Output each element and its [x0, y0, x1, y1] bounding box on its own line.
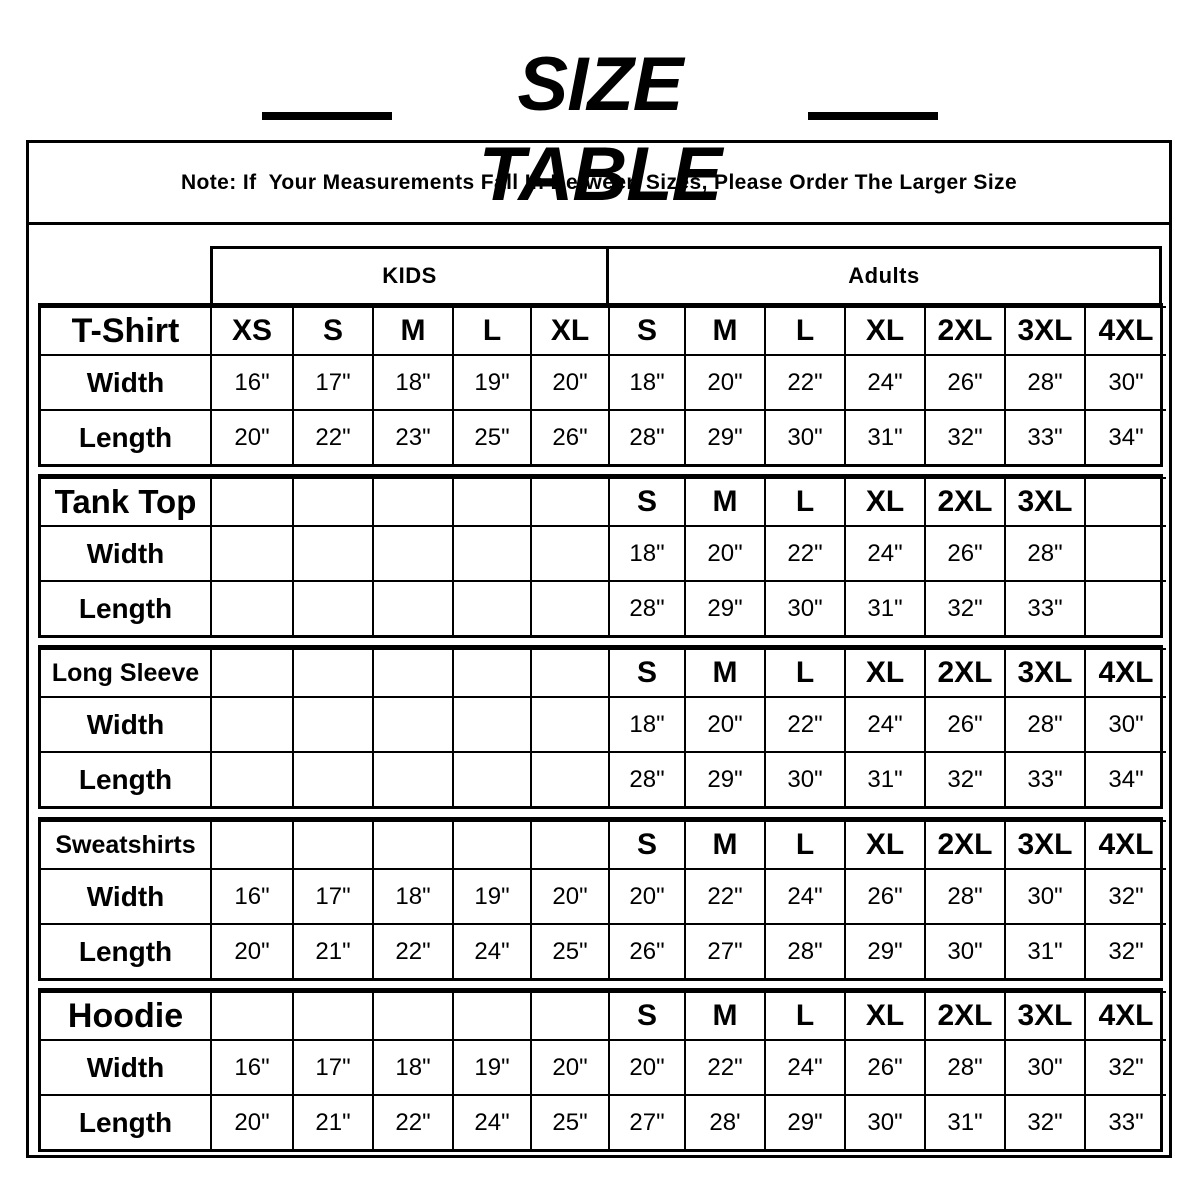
group-adults-header: Adults	[848, 263, 920, 288]
size-label	[373, 478, 453, 526]
measure-value: 22"	[373, 924, 453, 978]
measure-value: 34"	[1085, 752, 1166, 806]
size-label	[293, 649, 373, 697]
measure-value: 17"	[293, 355, 373, 410]
size-label: 3XL	[1005, 478, 1085, 526]
measure-value: 28"	[765, 924, 845, 978]
measure-value: 18"	[373, 869, 453, 924]
size-label	[293, 992, 373, 1040]
size-label	[453, 649, 531, 697]
measure-row-width	[41, 1040, 1166, 1095]
measure-row-length	[41, 581, 1166, 635]
measure-value: 18"	[373, 355, 453, 410]
measure-value	[373, 526, 453, 581]
measure-label: Width	[41, 697, 211, 752]
measure-value: 30"	[925, 924, 1005, 978]
title-underline-left	[262, 112, 392, 120]
size-label: M	[685, 649, 765, 697]
size-label	[373, 821, 453, 869]
size-label: S	[609, 649, 685, 697]
size-label: M	[685, 821, 765, 869]
size-table	[41, 477, 1166, 635]
size-label: XL	[845, 992, 925, 1040]
measure-value: 16"	[211, 1040, 293, 1095]
size-label: S	[609, 992, 685, 1040]
measure-value: 31"	[845, 752, 925, 806]
size-label: 3XL	[1005, 649, 1085, 697]
measure-value	[531, 752, 609, 806]
size-label: L	[765, 478, 845, 526]
size-label: L	[765, 821, 845, 869]
measure-value: 28"	[1005, 697, 1085, 752]
product-block-hoodie	[38, 988, 1163, 1152]
measure-value: 32"	[925, 752, 1005, 806]
measure-value: 26"	[531, 410, 609, 464]
measure-value	[293, 752, 373, 806]
measure-value: 20"	[531, 1040, 609, 1095]
measure-value: 30"	[845, 1095, 925, 1149]
measure-value: 29"	[685, 410, 765, 464]
size-label: 4XL	[1085, 307, 1166, 355]
measure-value: 25"	[531, 924, 609, 978]
measure-value: 30"	[765, 410, 845, 464]
size-label: 4XL	[1085, 992, 1166, 1040]
size-label: 2XL	[925, 307, 1005, 355]
group-kids-header: KIDS	[213, 249, 609, 303]
measure-row-length	[41, 410, 1166, 464]
measure-value: 22"	[685, 1040, 765, 1095]
measure-value	[531, 581, 609, 635]
measure-value: 29"	[765, 1095, 845, 1149]
measure-value: 19"	[453, 1040, 531, 1095]
size-label: 3XL	[1005, 992, 1085, 1040]
measure-value: 20"	[211, 924, 293, 978]
measure-label: Width	[41, 355, 211, 410]
measure-label: Length	[41, 924, 211, 978]
measure-value: 29"	[685, 752, 765, 806]
measure-value: 20"	[531, 355, 609, 410]
measure-value: 33"	[1005, 581, 1085, 635]
measure-value: 20"	[211, 1095, 293, 1149]
measure-value	[453, 697, 531, 752]
page-title: SIZE TABLE	[478, 42, 722, 217]
product-block-tank-top	[38, 474, 1163, 638]
size-label: 2XL	[925, 992, 1005, 1040]
measure-label: Width	[41, 869, 211, 924]
size-label: XL	[845, 478, 925, 526]
product-name: Long Sleeve	[41, 649, 211, 697]
size-table	[41, 991, 1166, 1149]
measure-row-width	[41, 869, 1166, 924]
size-label	[531, 992, 609, 1040]
measure-value: 23"	[373, 410, 453, 464]
measure-value: 32"	[925, 581, 1005, 635]
measure-value: 18"	[609, 526, 685, 581]
measure-value: 20"	[685, 355, 765, 410]
measure-value: 27"	[685, 924, 765, 978]
measure-value: 22"	[373, 1095, 453, 1149]
measure-value: 24"	[765, 869, 845, 924]
measure-value: 20"	[609, 1040, 685, 1095]
measure-value: 18"	[609, 355, 685, 410]
measure-value: 25"	[453, 410, 531, 464]
size-label	[373, 992, 453, 1040]
size-table	[41, 306, 1166, 464]
measure-row-length	[41, 752, 1166, 806]
product-name: Hoodie	[41, 992, 211, 1040]
measure-row-width	[41, 526, 1166, 581]
measure-value: 26"	[609, 924, 685, 978]
measure-value	[531, 697, 609, 752]
size-label: 2XL	[925, 821, 1005, 869]
measure-value: 18"	[609, 697, 685, 752]
measure-value: 32"	[925, 410, 1005, 464]
measure-value: 33"	[1085, 1095, 1166, 1149]
size-label: M	[685, 478, 765, 526]
measure-value	[1085, 526, 1166, 581]
measure-value: 28"	[925, 869, 1005, 924]
measure-value: 21"	[293, 1095, 373, 1149]
size-label	[293, 821, 373, 869]
measure-value: 22"	[765, 355, 845, 410]
product-name: Tank Top	[41, 478, 211, 526]
measure-value: 20"	[609, 869, 685, 924]
measure-value: 33"	[1005, 752, 1085, 806]
measure-value	[1085, 581, 1166, 635]
measure-value	[293, 697, 373, 752]
size-label: L	[765, 992, 845, 1040]
measure-value: 16"	[211, 355, 293, 410]
size-label: M	[685, 992, 765, 1040]
measure-value: 24"	[453, 924, 531, 978]
size-label: 3XL	[1005, 821, 1085, 869]
measure-value: 26"	[845, 1040, 925, 1095]
measure-value: 31"	[845, 410, 925, 464]
measure-row-width	[41, 697, 1166, 752]
measure-value: 33"	[1005, 410, 1085, 464]
title-underline-right	[808, 112, 938, 120]
size-header-row	[41, 992, 1166, 1040]
measure-value: 19"	[453, 355, 531, 410]
size-label	[531, 649, 609, 697]
size-label	[211, 478, 293, 526]
size-label	[453, 478, 531, 526]
measure-value: 28"	[609, 581, 685, 635]
size-label: M	[685, 307, 765, 355]
product-block-sweatshirts	[38, 817, 1163, 981]
size-label	[211, 649, 293, 697]
product-name: Sweatshirts	[41, 821, 211, 869]
measure-value: 24"	[845, 355, 925, 410]
size-label	[453, 821, 531, 869]
size-header-row	[41, 307, 1166, 355]
measure-value: 16"	[211, 869, 293, 924]
size-label: XL	[845, 821, 925, 869]
measure-label: Length	[41, 581, 211, 635]
measure-value	[211, 697, 293, 752]
measure-value: 28'	[685, 1095, 765, 1149]
size-label: L	[453, 307, 531, 355]
size-table	[41, 648, 1166, 806]
measure-value: 26"	[845, 869, 925, 924]
measure-value: 30"	[1005, 869, 1085, 924]
measure-value: 25"	[531, 1095, 609, 1149]
measure-value: 28"	[609, 752, 685, 806]
measure-label: Length	[41, 1095, 211, 1149]
measure-value: 24"	[845, 526, 925, 581]
measure-value: 29"	[685, 581, 765, 635]
size-label	[453, 992, 531, 1040]
measure-value	[373, 752, 453, 806]
measure-row-length	[41, 1095, 1166, 1149]
size-label: 2XL	[925, 478, 1005, 526]
measure-label: Length	[41, 410, 211, 464]
measure-value: 26"	[925, 526, 1005, 581]
measure-value: 18"	[373, 1040, 453, 1095]
measure-value: 30"	[1085, 355, 1166, 410]
size-label: XL	[531, 307, 609, 355]
size-label: S	[609, 821, 685, 869]
measure-value: 30"	[765, 752, 845, 806]
measure-value	[531, 526, 609, 581]
size-label: 4XL	[1085, 821, 1166, 869]
measure-value: 28"	[925, 1040, 1005, 1095]
measure-value: 26"	[925, 697, 1005, 752]
measure-value	[211, 752, 293, 806]
group-header	[210, 246, 1162, 303]
measure-label: Length	[41, 752, 211, 806]
size-label: S	[293, 307, 373, 355]
size-table	[41, 820, 1166, 978]
measure-value: 20"	[685, 526, 765, 581]
measure-value	[453, 752, 531, 806]
measure-value: 32"	[1085, 1040, 1166, 1095]
product-block-t-shirt	[38, 303, 1163, 467]
measure-value	[211, 581, 293, 635]
size-label	[1085, 478, 1166, 526]
measure-value: 20"	[531, 869, 609, 924]
measure-value	[453, 526, 531, 581]
size-label	[211, 821, 293, 869]
size-label: XL	[845, 649, 925, 697]
measure-value: 19"	[453, 869, 531, 924]
size-label	[373, 649, 453, 697]
measure-value: 32"	[1085, 869, 1166, 924]
size-label: L	[765, 307, 845, 355]
measure-value: 24"	[845, 697, 925, 752]
measure-value: 22"	[765, 697, 845, 752]
measure-row-length	[41, 924, 1166, 978]
measure-value	[373, 697, 453, 752]
size-label	[531, 821, 609, 869]
measure-value: 31"	[1005, 924, 1085, 978]
size-note: Note: If Your Measurements Fall In Between Sizes, Please Order The Larger Size	[29, 143, 1169, 225]
size-label: 2XL	[925, 649, 1005, 697]
measure-value: 32"	[1085, 924, 1166, 978]
measure-value	[373, 581, 453, 635]
measure-value: 29"	[845, 924, 925, 978]
product-name: T-Shirt	[41, 307, 211, 355]
measure-row-width	[41, 355, 1166, 410]
measure-value	[293, 526, 373, 581]
size-label	[531, 478, 609, 526]
measure-value: 28"	[1005, 355, 1085, 410]
measure-value: 20"	[685, 697, 765, 752]
measure-value: 22"	[765, 526, 845, 581]
measure-value	[293, 581, 373, 635]
measure-value: 34"	[1085, 410, 1166, 464]
measure-value: 20"	[211, 410, 293, 464]
measure-value: 17"	[293, 1040, 373, 1095]
measure-label: Width	[41, 526, 211, 581]
measure-value: 31"	[845, 581, 925, 635]
measure-value: 26"	[925, 355, 1005, 410]
size-header-row	[41, 821, 1166, 869]
measure-label: Width	[41, 1040, 211, 1095]
measure-value: 28"	[1005, 526, 1085, 581]
measure-value: 30"	[1005, 1040, 1085, 1095]
measure-value	[453, 581, 531, 635]
size-header-row	[41, 649, 1166, 697]
measure-value: 21"	[293, 924, 373, 978]
measure-value: 30"	[1085, 697, 1166, 752]
measure-value: 31"	[925, 1095, 1005, 1149]
size-label: S	[609, 478, 685, 526]
size-label: XS	[211, 307, 293, 355]
measure-value: 22"	[685, 869, 765, 924]
size-header-row	[41, 478, 1166, 526]
measure-value: 17"	[293, 869, 373, 924]
measure-value: 24"	[453, 1095, 531, 1149]
size-label: L	[765, 649, 845, 697]
measure-value: 30"	[765, 581, 845, 635]
size-label	[293, 478, 373, 526]
measure-value: 22"	[293, 410, 373, 464]
size-label	[211, 992, 293, 1040]
size-label: XL	[845, 307, 925, 355]
measure-value: 32"	[1005, 1095, 1085, 1149]
measure-value: 24"	[765, 1040, 845, 1095]
size-label: M	[373, 307, 453, 355]
size-label: 4XL	[1085, 649, 1166, 697]
product-block-long-sleeve	[38, 645, 1163, 809]
size-label: 3XL	[1005, 307, 1085, 355]
measure-value	[211, 526, 293, 581]
size-label: S	[609, 307, 685, 355]
measure-value: 28"	[609, 410, 685, 464]
measure-value: 27"	[609, 1095, 685, 1149]
